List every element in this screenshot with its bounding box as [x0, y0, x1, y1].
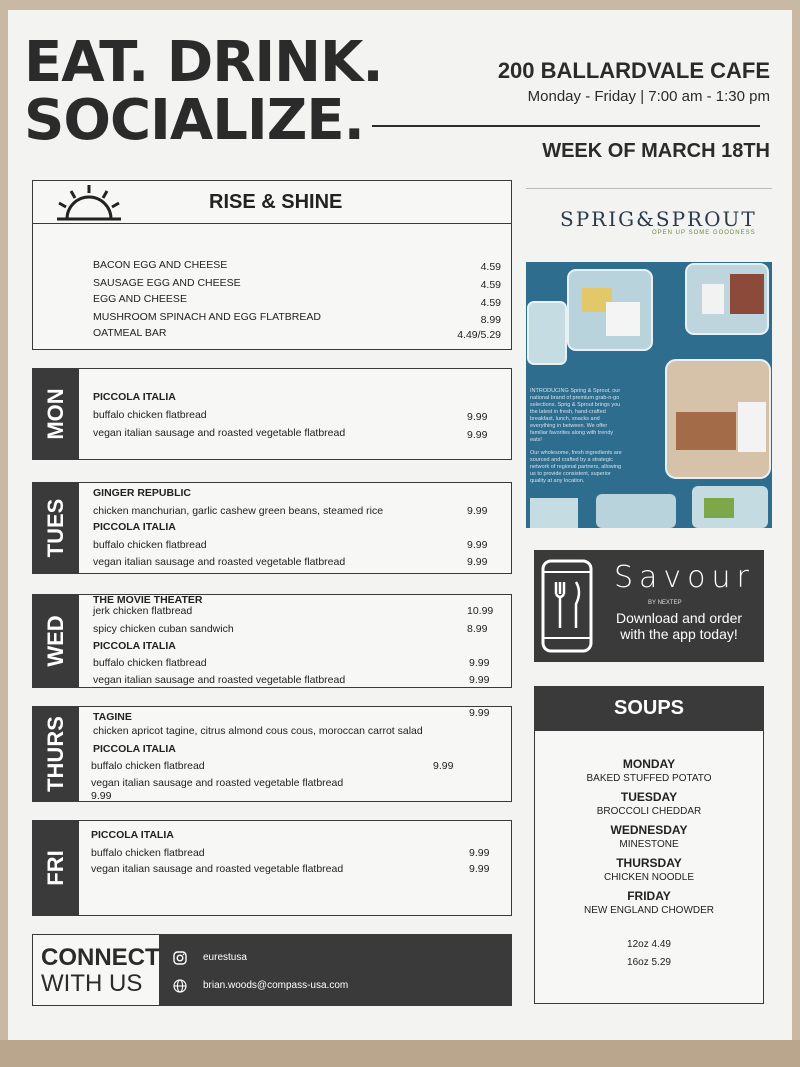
menu-price: 9.99 — [467, 505, 488, 517]
day-box-fri — [32, 820, 512, 916]
breakfast-item: SAUSAGE EGG AND CHEESE — [93, 277, 241, 289]
instagram-handle[interactable]: eurestusa — [203, 952, 247, 963]
soup-name: BROCCOLI CHEDDAR — [596, 806, 702, 817]
soups-box — [534, 686, 764, 1004]
title-line-1: EAT. DRINK. — [24, 30, 383, 95]
ad-intro-text: INTRODUCING Spring & Sprout, our national brand of premium grab-n-go selections. Sprig & Sprout brings you the latest in fresh, hand-crafted breakfast, lunch, snacks and everything in between. We offer familiar favorites along with trendy eats! — [530, 388, 621, 443]
menu-price: 8.99 — [467, 623, 488, 635]
breakfast-price: 8.99 — [480, 314, 501, 326]
savour-cta: Download and order with the app today! — [615, 610, 743, 642]
day-label: MON — [43, 388, 68, 440]
connect-line-2: WITH US — [41, 970, 143, 997]
day-box-tues — [32, 482, 512, 574]
cafe-name: 200 BALLARDVALE CAFE — [497, 58, 770, 83]
day-label: TUES — [43, 498, 68, 558]
soups-title: SOUPS — [613, 697, 685, 719]
breakfast-item: BACON EGG AND CHEESE — [93, 259, 228, 271]
menu-price: 9.99 — [467, 429, 488, 441]
connect-title — [41, 945, 160, 997]
vendor-name: PICCOLA ITALIA — [93, 640, 176, 652]
savour-by-line: BY NEXTEP — [648, 600, 682, 606]
soup-size-small: 12oz 4.49 — [627, 939, 671, 950]
day-label: FRI — [43, 850, 68, 886]
connect-banner — [32, 934, 512, 1006]
title-line-2: SOCIALIZE. — [24, 88, 364, 153]
phone-utensils-icon — [540, 558, 594, 654]
soup-name: MINESTONE — [619, 839, 679, 850]
menu-item: vegan italian sausage and roasted vegetable flatbread — [91, 777, 344, 789]
day-tab — [33, 369, 79, 459]
soup-name: BAKED STUFFED POTATO — [586, 773, 712, 784]
menu-item: buffalo chicken flatbread — [93, 657, 207, 669]
day-label: WED — [43, 615, 68, 667]
soup-day: WEDNESDAY — [610, 823, 688, 837]
vendor-name: PICCOLA ITALIA — [93, 743, 176, 755]
menu-price: 9.99 — [469, 847, 490, 859]
soup-name: CHICKEN NOODLE — [603, 872, 694, 883]
breakfast-title: RISE & SHINE — [209, 191, 343, 213]
breakfast-header — [33, 181, 511, 224]
menu-price: 9.99 — [467, 556, 488, 568]
menu-price: 9.99 — [469, 657, 490, 669]
menu-item: buffalo chicken flatbread — [91, 847, 205, 859]
day-tab — [33, 595, 79, 687]
sprig-sprout-tagline: OPEN UP SOME GOODNESS — [652, 230, 756, 236]
menu-price: 9.99 — [467, 539, 488, 551]
main-title — [24, 30, 383, 153]
week-label: WEEK OF MARCH 18TH — [542, 140, 770, 162]
table-surface — [0, 1040, 800, 1067]
vendor-name: THE MOVIE THEATER — [93, 594, 203, 606]
menu-price: 9.99 — [469, 863, 490, 875]
menu-price: 9.99 — [433, 760, 454, 772]
breakfast-price: 4.59 — [480, 279, 501, 291]
menu-price: 9.99 — [469, 674, 490, 686]
breakfast-item: MUSHROOM SPINACH AND EGG FLATBREAD — [93, 311, 321, 323]
sprig-sprout-ad — [526, 262, 772, 528]
menu-item: buffalo chicken flatbread — [93, 409, 207, 421]
instagram-icon — [173, 951, 187, 965]
soup-name: NEW ENGLAND CHOWDER — [583, 905, 714, 916]
day-label: THURS — [43, 716, 68, 792]
sprig-sprout-logo: SPRIG&SPROUT — [560, 207, 757, 231]
header-divider — [372, 125, 760, 127]
menu-price: 9.99 — [469, 707, 490, 719]
connect-title-panel — [33, 935, 159, 1005]
menu-item: vegan italian sausage and roasted vegetable flatbread — [91, 863, 344, 875]
menu-item: vegan italian sausage and roasted vegetable flatbread — [93, 556, 346, 568]
day-tab — [33, 821, 79, 915]
soup-day: FRIDAY — [627, 889, 671, 903]
breakfast-box — [32, 180, 512, 350]
contact-email[interactable]: brian.woods@compass-usa.com — [203, 980, 349, 991]
menu-price: 10.99 — [467, 605, 494, 617]
breakfast-price: 4.59 — [480, 261, 501, 273]
menu-item: vegan italian sausage and roasted vegetable flatbread — [93, 427, 346, 439]
soups-header — [535, 687, 763, 731]
soup-size-large: 16oz 5.29 — [627, 957, 671, 968]
soup-day: THURSDAY — [616, 856, 682, 870]
vendor-name: PICCOLA ITALIA — [93, 391, 176, 403]
menu-item: jerk chicken flatbread — [93, 605, 193, 617]
breakfast-price: 4.59 — [480, 297, 501, 309]
day-tab — [33, 707, 79, 801]
breakfast-item: EGG AND CHEESE — [93, 293, 187, 305]
savour-logo: Savour — [614, 560, 755, 595]
day-tab — [33, 483, 79, 573]
day-box-mon — [32, 368, 512, 460]
menu-item: buffalo chicken flatbread — [93, 539, 207, 551]
soup-day: MONDAY — [622, 757, 676, 771]
day-box-wed — [32, 594, 512, 688]
breakfast-price: 4.49/5.29 — [457, 329, 501, 341]
ad-divider — [526, 188, 772, 189]
vendor-name: GINGER REPUBLIC — [93, 487, 192, 499]
soup-day: TUESDAY — [620, 790, 678, 804]
cafe-hours: Monday - Friday | 7:00 am - 1:30 pm — [527, 88, 770, 105]
day-box-thurs — [32, 706, 512, 802]
breakfast-item: OATMEAL BAR — [93, 327, 167, 339]
menu-item: chicken apricot tagine, citrus almond cous cous, moroccan carrot salad — [93, 725, 423, 737]
vendor-name: TAGINE — [93, 711, 132, 723]
vendor-name: PICCOLA ITALIA — [93, 521, 176, 533]
vendor-name: PICCOLA ITALIA — [91, 829, 174, 841]
connect-line-1: CONNECT — [41, 944, 160, 971]
menu-item: spicy chicken cuban sandwich — [93, 623, 234, 635]
menu-item: vegan italian sausage and roasted vegetable flatbread — [93, 674, 346, 686]
menu-price: 9.99 — [467, 411, 488, 423]
ad-body-text: Our wholesome, fresh ingredients are sourced and crafted by a strategic network of regional partners, allowing us to provide consistent, superior quality at any location. — [530, 450, 622, 484]
menu-item: chicken manchurian, garlic cashew green beans, steamed rice — [93, 505, 384, 517]
menu-price: 9.99 — [91, 790, 112, 802]
sun-icon — [53, 183, 125, 223]
menu-item: buffalo chicken flatbread — [91, 760, 205, 772]
globe-icon — [173, 979, 187, 993]
